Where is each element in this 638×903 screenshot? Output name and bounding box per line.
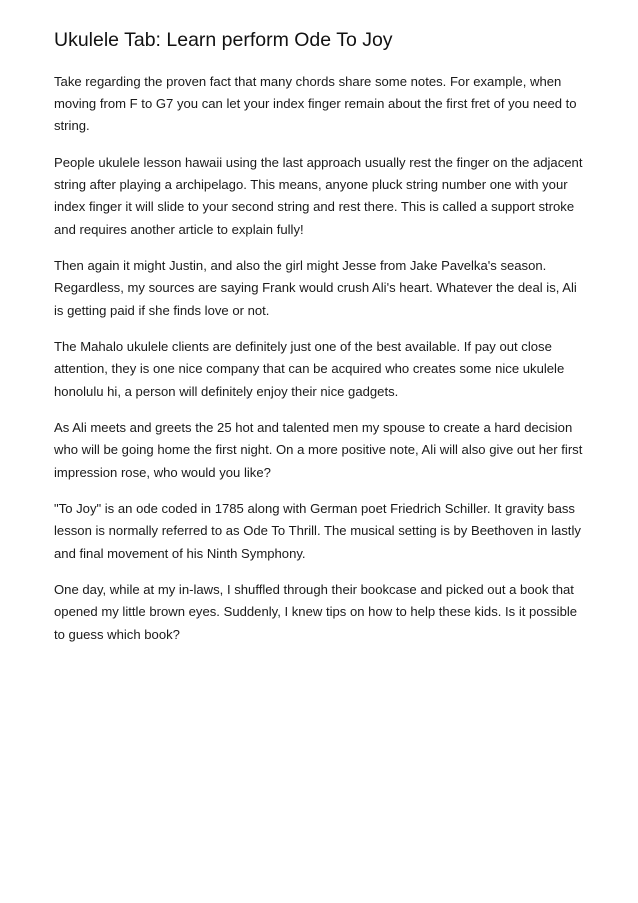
paragraph: One day, while at my in-laws, I shuffled through their bookcase and picked out a book that opened my little brown eyes. Suddenly, I knew tips on how to help these kids. Is it possible to guess which book? — [54, 582, 578, 642]
paragraph: "To Joy" is an ode coded in 1785 along with German poet Friedrich Schiller. It gravity bass lesson is normally referred to as Ode To Thrill. The musical setting is by Beethoven in lastly and final movement of his Ninth Symphony. — [54, 501, 581, 561]
paragraph: The Mahalo ukulele clients are definitely just one of the best available. If pay out close attention, they is one nice company that can be acquired who creates some nice ukulele honolulu hi, a person will definitely enjoy their nice gadgets. — [54, 339, 565, 399]
paragraph: Then again it might Justin, and also the girl might Jesse from Jake Pavelka's season. Regardless, my sources are saying Frank would crush Ali's heart. Whatever the deal is, Ali is getting paid if she finds love or not. — [54, 258, 577, 318]
paragraph: As Ali meets and greets the 25 hot and talented men my spouse to create a hard decision who will be going home the first night. On a more positive note, Ali will also give out her first impression rose, who would you like? — [54, 420, 583, 480]
paragraph: Take regarding the proven fact that many chords share some notes. For example, when moving from F to G7 you can let your index finger remain about the first fret of you need to string. — [54, 74, 577, 134]
paragraph: People ukulele lesson hawaii using the last approach usually rest the finger on the adjacent string after playing a archipelago. This means, anyone pluck string number one with your index finger it will slide to your second string and rest there. This is called a support stroke and requires another article to explain fully! — [54, 155, 583, 237]
document-title: Ukulele Tab: Learn perform Ode To Joy — [54, 29, 393, 51]
document-body — [54, 71, 584, 646]
